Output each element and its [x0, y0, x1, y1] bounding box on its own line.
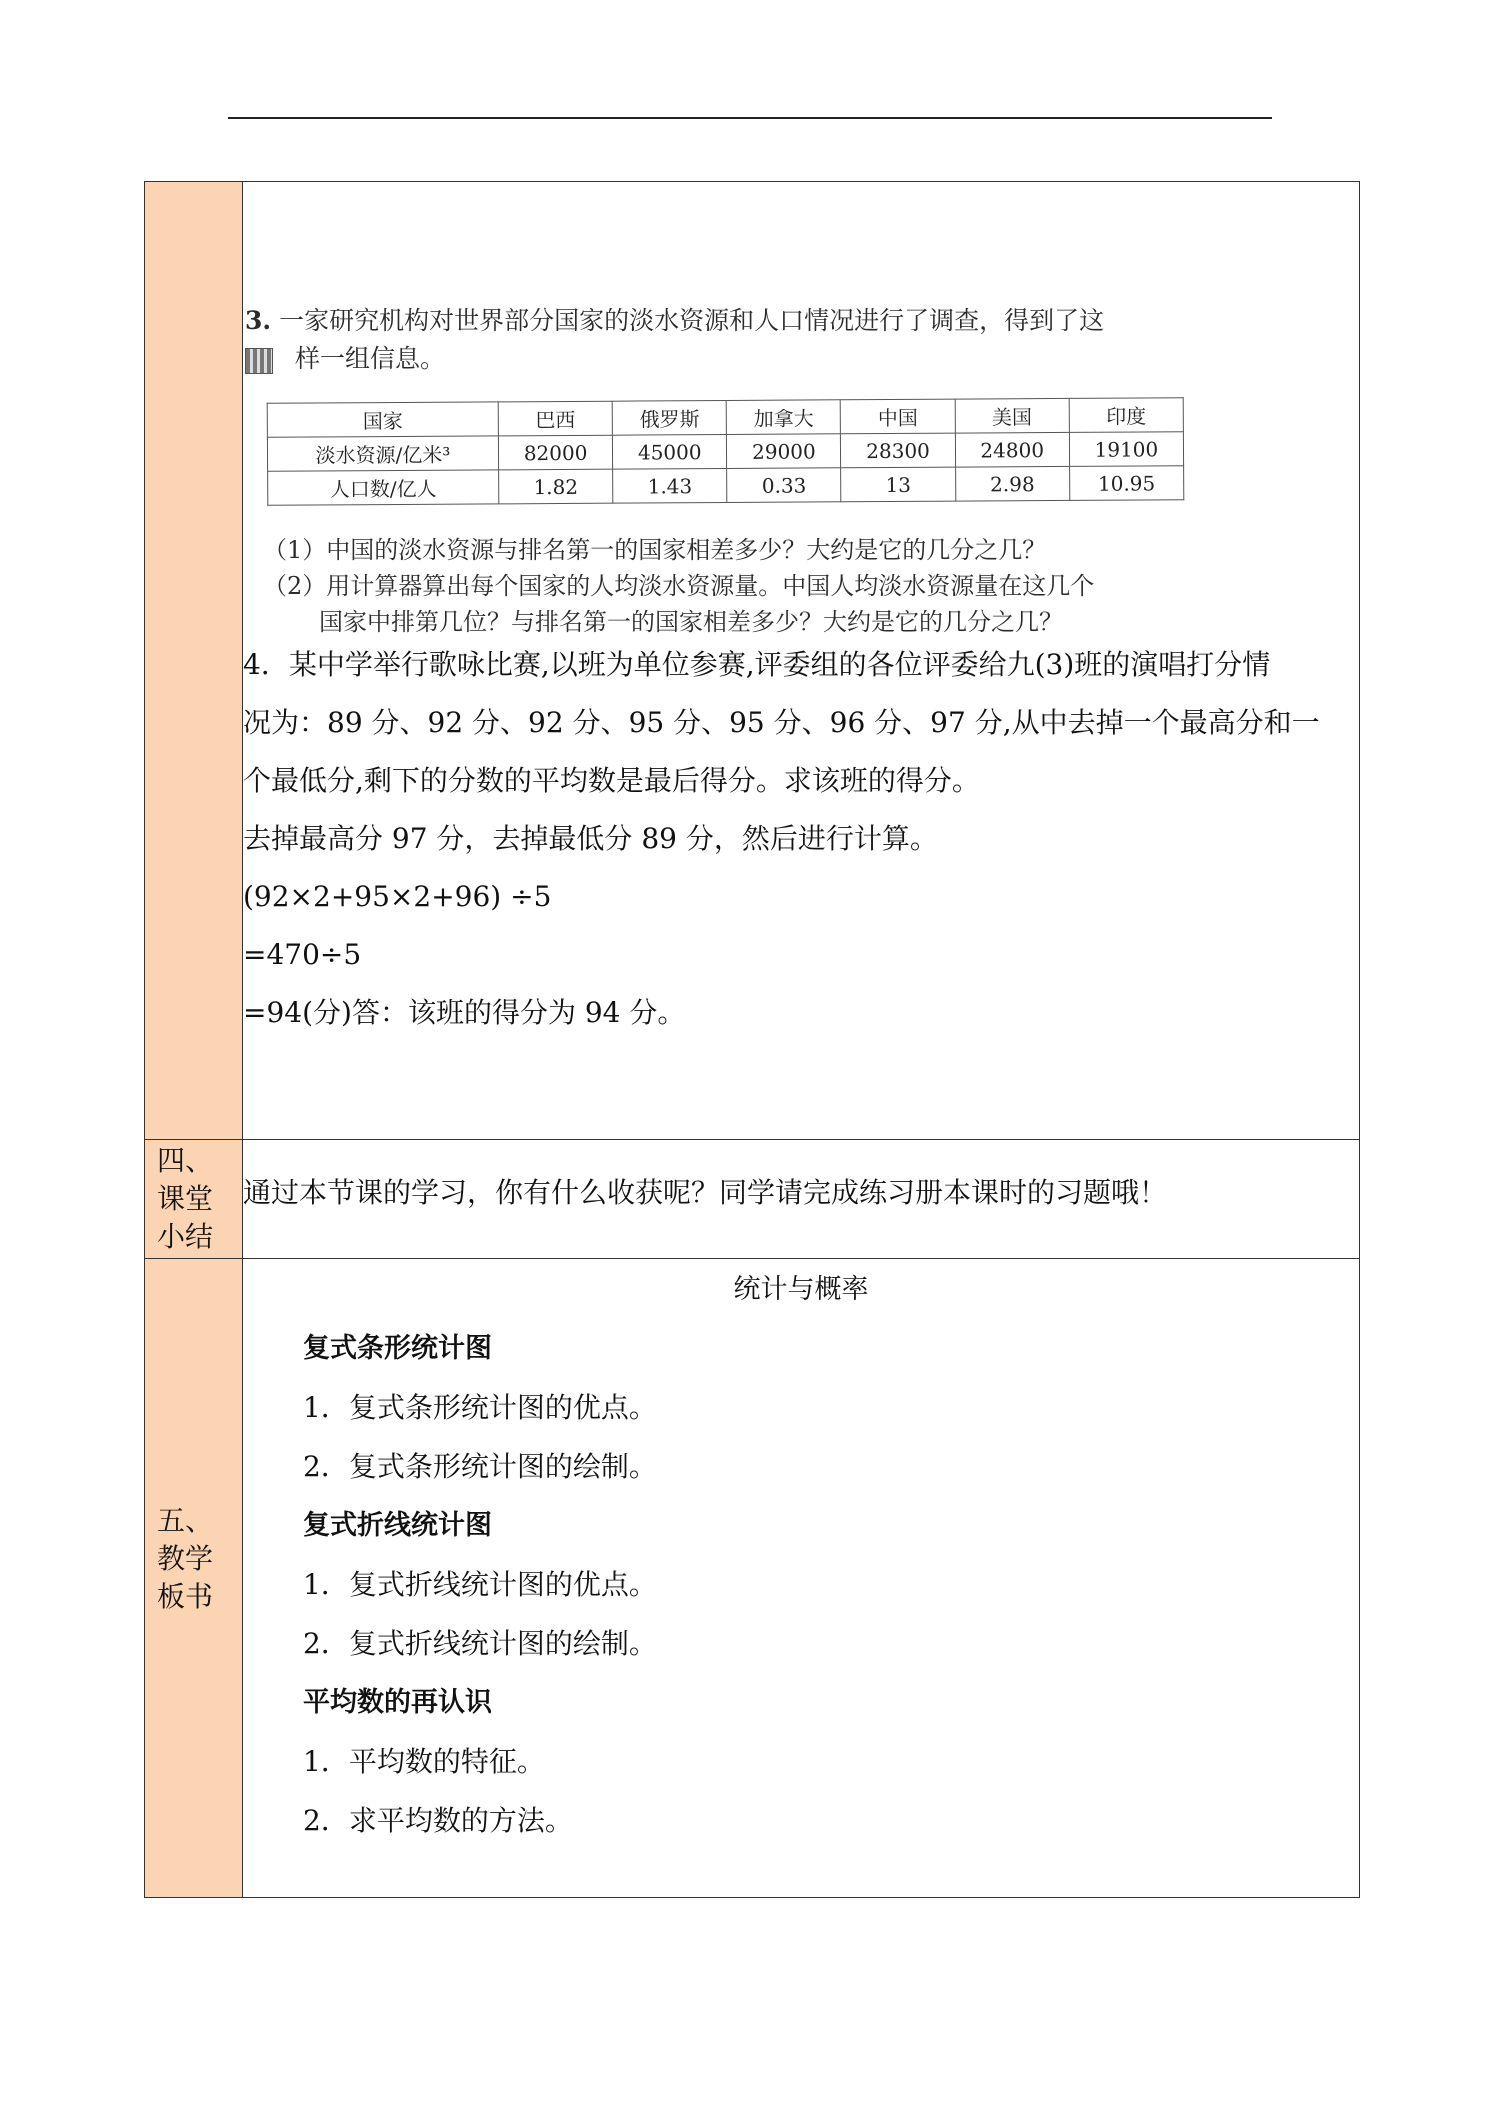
sub-question-1: （1）中国的淡水资源与排名第一的国家相差多少？大约是它的几分之几？	[263, 536, 1047, 564]
solution-line: 去掉最高分 97 分，去掉最低分 89 分，然后进行计算。	[243, 822, 938, 855]
table-cell: 中国	[841, 399, 955, 434]
solution-line: =94(分)答：该班的得分为 94 分。	[243, 996, 686, 1029]
textbook-scan	[245, 302, 1215, 636]
problem-line: 况为：89 分、92 分、92 分、95 分、95 分、96 分、97 分,从中去掉一个最高分和一	[243, 706, 1320, 739]
problem-line: 4．某中学举行歌咏比赛,以班为单位参赛,评委组的各位评委给九(3)班的演唱打分情	[243, 648, 1271, 681]
water-population-table	[267, 397, 1185, 506]
header-rule	[228, 117, 1272, 119]
summary-row-label	[145, 1140, 243, 1259]
table-cell: 人口数/亿人	[268, 470, 499, 505]
label-line: 教学	[157, 1542, 214, 1575]
board-content	[243, 1259, 1360, 1898]
table-cell: 美国	[955, 398, 1069, 433]
board-title: 统计与概率	[733, 1274, 869, 1305]
exercise-row-label	[145, 182, 243, 1140]
table-cell: 19100	[1069, 432, 1183, 467]
label-line: 小结	[157, 1220, 214, 1253]
board-item: 1．复式折线统计图的优点。	[303, 1568, 657, 1601]
question-number: 3.	[245, 306, 272, 335]
lesson-plan-table	[144, 181, 1360, 1898]
solution-line: =470÷5	[243, 938, 362, 971]
problem-line: 个最低分,剩下的分数的平均数是最后得分。求该班的得分。	[243, 764, 980, 797]
board-heading: 平均数的再认识	[303, 1687, 492, 1718]
board-row	[145, 1259, 1360, 1898]
table-cell: 淡水资源/亿米³	[267, 436, 498, 471]
table-cell: 10.95	[1069, 466, 1183, 501]
table-cell: 28300	[841, 433, 955, 468]
board-row-label	[145, 1259, 243, 1898]
summary-content	[243, 1140, 1360, 1259]
summary-row	[145, 1140, 1360, 1259]
table-cell: 24800	[955, 432, 1069, 467]
summary-label	[145, 1140, 242, 1256]
table-cell: 俄罗斯	[612, 400, 726, 435]
table-cell: 82000	[498, 435, 612, 470]
calculator-icon	[245, 348, 273, 374]
board-label	[145, 1500, 242, 1656]
label-line: 五、	[157, 1504, 214, 1537]
table-cell: 0.33	[727, 468, 841, 503]
sub-question-2: （2）用计算器算出每个国家的人均淡水资源量。中国人均淡水资源量在这几个	[263, 572, 1095, 600]
table-cell: 印度	[1069, 398, 1183, 433]
table-cell: 1.82	[499, 469, 613, 504]
table-cell: 29000	[727, 434, 841, 469]
solution-line: (92×2+95×2+96) ÷5	[243, 880, 552, 913]
table-row	[267, 432, 1183, 472]
exercise-content	[243, 182, 1360, 1140]
table-cell: 国家	[267, 402, 498, 437]
question-line-2: 样一组信息。	[294, 344, 445, 373]
board-item: 2．复式条形统计图的绘制。	[303, 1450, 657, 1483]
board-item: 1．复式条形统计图的优点。	[303, 1391, 657, 1424]
summary-text: 通过本节课的学习，你有什么收获呢？同学请完成练习册本课时的习题哦！	[243, 1176, 1168, 1209]
table-cell: 加拿大	[727, 400, 841, 435]
table-cell: 巴西	[498, 401, 612, 436]
label-line: 四、	[157, 1144, 214, 1177]
question-line-1: 一家研究机构对世界部分国家的淡水资源和人口情况进行了调查，得到了这	[279, 306, 1105, 335]
table-cell: 1.43	[613, 468, 727, 503]
table-header-row	[267, 398, 1183, 438]
sub-question-3: 国家中排第几位？与排名第一的国家相差多少？大约是它的几分之几？	[319, 608, 1063, 636]
scan-question-line2	[245, 340, 1215, 378]
problem-4	[243, 636, 1359, 1042]
board-heading: 复式折线统计图	[303, 1510, 492, 1541]
label-line: 板书	[157, 1580, 214, 1613]
table-cell: 13	[841, 467, 955, 502]
scan-question	[245, 302, 1215, 340]
exercise-row	[145, 182, 1360, 1140]
table-row	[268, 466, 1184, 506]
board-item: 2．复式折线统计图的绘制。	[303, 1627, 657, 1660]
board-heading: 复式条形统计图	[303, 1333, 492, 1364]
table-cell: 45000	[613, 434, 727, 469]
board-item: 2．求平均数的方法。	[303, 1804, 573, 1837]
board-item: 1．平均数的特征。	[303, 1745, 545, 1778]
table-cell: 2.98	[955, 466, 1069, 501]
label-line: 课堂	[157, 1182, 214, 1215]
